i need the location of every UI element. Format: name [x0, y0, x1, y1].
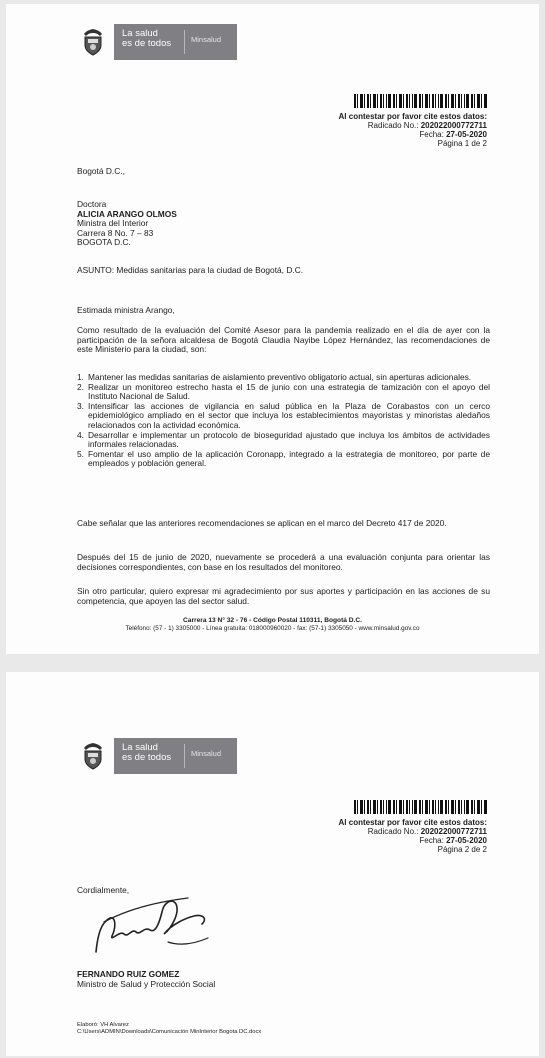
colombia-coat-of-arms-icon: [80, 28, 106, 56]
citation-radicado: Radicado No.: 202022000772711: [367, 121, 487, 130]
recommendations-list: [77, 373, 490, 469]
citation-fecha: Fecha: 27-05-2020: [419, 130, 487, 139]
list-item: 5. Fomentar el uso amplio de la aplicación Coronapp, integrado a la estrategia de monitoreo, por parte de empleados y población general.: [77, 448, 490, 469]
recipient-city: BOGOTA D.C.: [77, 237, 131, 248]
letter-page-1: [6, 4, 539, 654]
logo-ministry: Minsalud: [191, 35, 222, 44]
decree-paragraph: Cabe señalar que las anteriores recomendaciones se aplican en el marco del Decreto 417 de 2020.: [77, 518, 447, 528]
recipient-title: Doctora: [77, 199, 107, 209]
citation-page: Página 2 de 2: [437, 845, 487, 854]
letter-page-2: [6, 672, 539, 1056]
closing-salutation: Cordialmente,: [77, 885, 130, 895]
file-path: C:\Users\ADMIN\Downloads\Comunicación MinInterior Bogota DC.docx: [77, 1029, 262, 1035]
evaluation-paragraph: Después del 15 de junio de 2020, nuevamente se procederá a una evaluación conjunta para orientar las decisiones correspondientes, con base en los resultados del monitoreo.: [77, 552, 490, 572]
footer-contacts: Teléfono: (57 - 1) 3305000 - Línea gratuita: 018000960020 - fax: (57-1) 3305050 - www.minsalud.gov.co: [125, 625, 420, 632]
recipient-address: Carrera 8 No. 7 – 83: [77, 227, 154, 238]
city-line: Bogotá D.C.,: [77, 166, 125, 176]
list-item: 1. Mantener las medidas sanitarias de aislamiento preventivo obligatorio actual, sin aperturas adicionales.: [77, 372, 472, 382]
colombia-coat-of-arms-icon: [80, 742, 106, 770]
citation-fecha: Fecha: 27-05-2020: [419, 836, 487, 845]
citation-instruction: Al contestar por favor cite estos datos:: [338, 818, 487, 827]
ministry-logo: [80, 24, 237, 60]
citation-instruction: Al contestar por favor cite estos datos:: [338, 112, 487, 121]
citation-block: [339, 800, 487, 854]
recipient-block: [77, 200, 490, 248]
recipient-name: ALICIA ARANGO OLMOS: [77, 208, 177, 219]
document-metadata: [77, 1022, 490, 1036]
logo-brand-line1: La salud: [122, 742, 158, 753]
signer-position: Ministro de Salud y Protección Social: [77, 978, 216, 989]
page-footer: [6, 617, 539, 633]
barcode-icon: [354, 94, 487, 108]
list-item: 2. Realizar un monitoreo estrecho hasta el 15 de junio con una estrategia de tamización con el apoyo del Instituto Nacional de Salud.: [77, 381, 490, 402]
signer-block: [77, 970, 490, 989]
prepared-by: Elaboró: VH Alvarez: [77, 1022, 129, 1028]
footer-address: Carrera 13 N° 32 - 76 - Código Postal 110311, Bogotá D.C.: [183, 617, 362, 624]
list-item: 4. Desarrollar e implementar un protocolo de bioseguridad ajustado que incluya los ámbitos de actividades informales relacionadas.: [77, 429, 490, 450]
barcode-icon: [354, 800, 487, 814]
logo-brand-line2: es de todos: [122, 752, 172, 763]
intro-paragraph: Como resultado de la evaluación del Comité Asesor para la pandemia realizado en el día de ayer con la participación de la señora alcaldesa de Bogotá Claudia Nayibe López Hernández, las recomendaciones de este Ministerio para la ciudad, son:: [77, 325, 490, 355]
recipient-position: Ministra del Interior: [77, 218, 149, 229]
greeting: Estimada ministra Arango,: [77, 305, 175, 315]
citation-radicado: Radicado No.: 202022000772711: [367, 827, 487, 836]
logo-ministry: Minsalud: [191, 749, 222, 758]
logo-brand-line2: es de todos: [122, 38, 172, 49]
signer-name: FERNANDO RUIZ GOMEZ: [77, 969, 180, 979]
list-item: 3. Intensificar las acciones de vigilancia en salud pública en la Plaza de Corabastos con un cerco epidemiológico ampliado en el sector que incluya los establecimientos mayoristas y minoristas aledaños relacionados con la actividad económica.: [77, 400, 490, 430]
handwritten-signature-icon: [76, 872, 226, 962]
subject-line: ASUNTO: Medidas sanitarias para la ciudad de Bogotá, D.C.: [77, 265, 304, 275]
citation-block: [339, 94, 487, 148]
logo-brand-line1: La salud: [122, 28, 158, 39]
closing-paragraph: Sin otro particular, quiero expresar mi agradecimiento por sus aportes y participación en las acciones de su competencia, que apoyen las del sector salud.: [77, 586, 490, 606]
ministry-logo: [80, 738, 237, 774]
citation-page: Página 1 de 2: [437, 139, 487, 148]
